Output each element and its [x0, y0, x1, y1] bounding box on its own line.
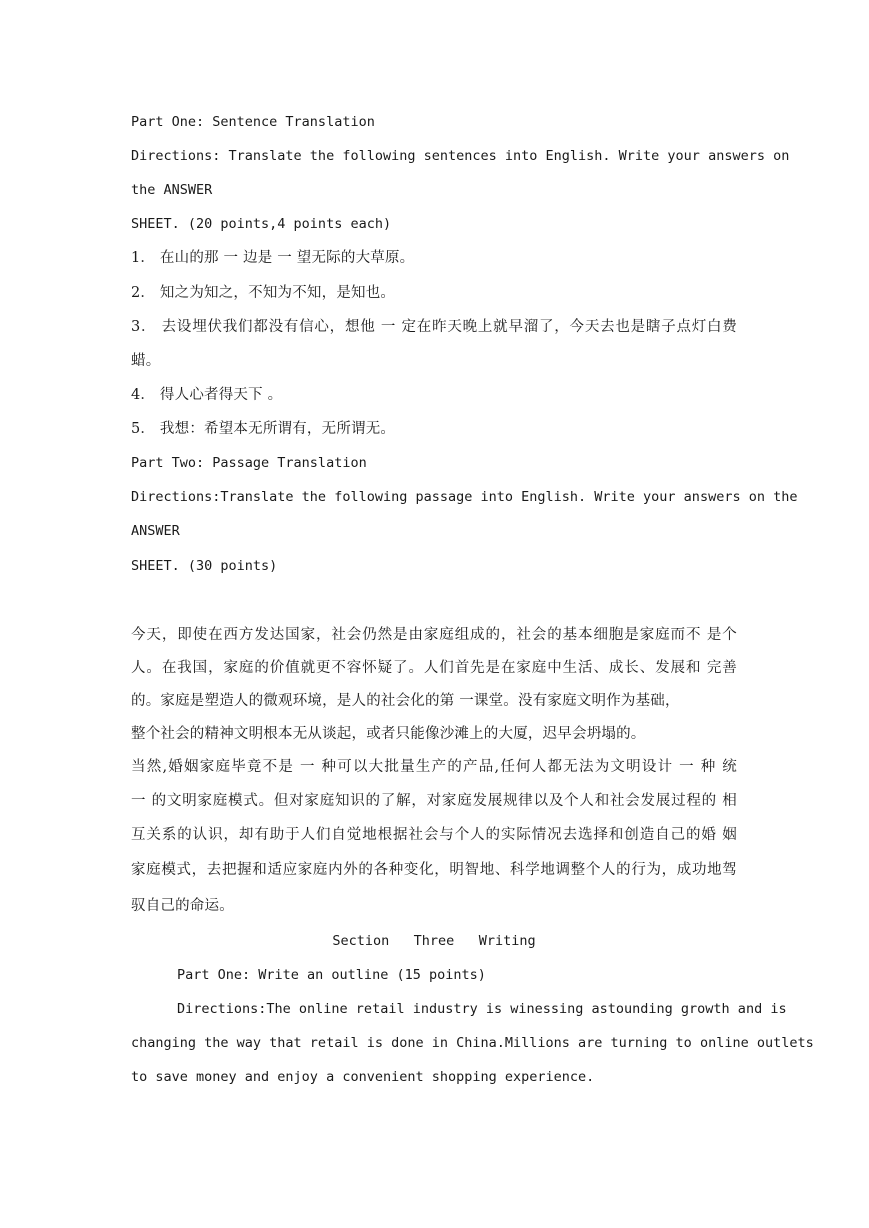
passage-line-7: 互关系的认识，却有助于人们自觉地根据社会与个人的实际情况去选择和创造自己的婚 姻 — [131, 827, 737, 843]
passage-line-2: 人。在我国，家庭的价值就更不容怀疑了。人们首先是在家庭中生活、成长、发展和 完善 — [131, 660, 737, 676]
part-one-directions-line-2: the ANSWER — [131, 182, 213, 198]
sentence-item-3-continued: 蜡。 — [131, 353, 161, 369]
passage-line-4: 整个社会的精神文明根本无从谈起，或者只能像沙滩上的大厦，迟早会坍塌的。 — [131, 726, 646, 742]
passage-line-5: 当然,婚姻家庭毕竟不是 一 种可以大批量生产的产品,任何人都无法为文明设计 一 种 统 — [131, 759, 737, 775]
section-three-title: Section Three Writing — [332, 933, 536, 949]
part-two-directions-line-2: ANSWER — [131, 523, 180, 539]
sentence-item-2: 2． 知之为知之，不知为不知，是知也。 — [131, 285, 396, 301]
section-three-part-one-title: Part One: Write an outline (15 points) — [177, 967, 486, 983]
part-one-title: Part One: Sentence Translation — [131, 114, 375, 130]
passage-line-3: 的。家庭是塑造人的微观环境，是人的社会化的第 一课堂。没有家庭文明作为基础， — [131, 693, 680, 709]
section-three-directions-line-3: to save money and enjoy a convenient shopping experience. — [131, 1069, 595, 1085]
part-two-directions-line-1: Directions:Translate the following passage into English. Write your answers on the — [131, 489, 798, 505]
part-one-directions-line-1: Directions: Translate the following sentences into English. Write your answers on — [131, 148, 790, 164]
section-three-directions-line-1: Directions:The online retail industry is winessing astounding growth and is — [177, 1001, 787, 1017]
section-three-directions-line-2: changing the way that retail is done in China.Millions are turning to online outlets — [131, 1035, 814, 1051]
part-one-directions-line-3: SHEET. (20 points,4 points each) — [131, 216, 392, 232]
sentence-item-4: 4． 得人心者得天下 。 — [131, 387, 283, 403]
part-two-title: Part Two: Passage Translation — [131, 455, 367, 471]
passage-line-9: 驭自己的命运。 — [131, 898, 234, 914]
sentence-item-3: 3． 去设埋伏我们都没有信心，想他 一 定在昨天晚上就早溜了，今天去也是瞎子点灯白费 — [131, 319, 737, 335]
passage-line-1: 今天，即使在西方发达国家，社会仍然是由家庭组成的，社会的基本细胞是家庭而不 是个 — [131, 627, 737, 643]
sentence-item-1: 1． 在山的那 一 边是 一 望无际的大草原。 — [131, 250, 415, 266]
passage-line-8: 家庭模式，去把握和适应家庭内外的各种变化，明智地、科学地调整个人的行为，成功地驾 — [131, 862, 737, 878]
part-two-directions-line-3: SHEET. (30 points) — [131, 558, 278, 574]
passage-line-6: 一 的文明家庭模式。但对家庭知识的了解，对家庭发展规律以及个人和社会发展过程的 相 — [131, 793, 737, 809]
sentence-item-5: 5． 我想：希望本无所谓有，无所谓无。 — [131, 421, 396, 437]
